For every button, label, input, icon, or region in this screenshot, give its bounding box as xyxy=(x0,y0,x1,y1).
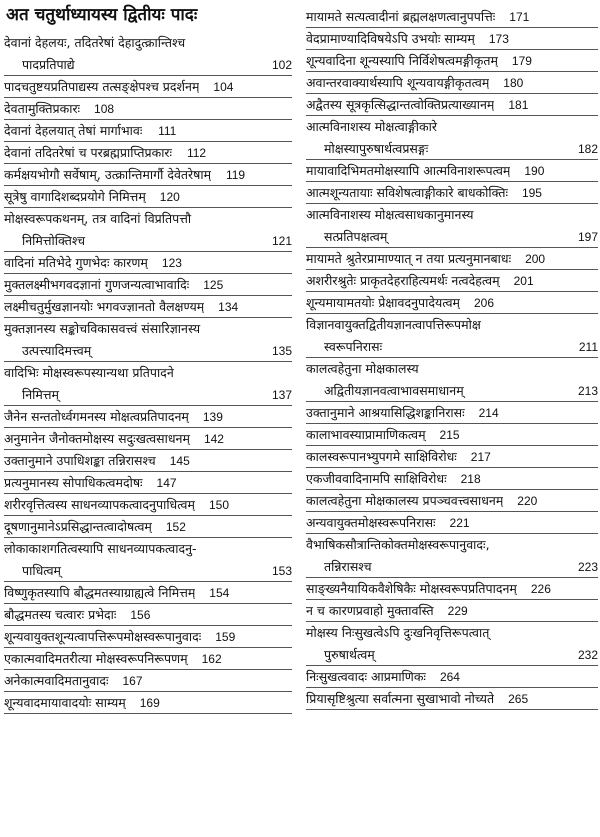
page-number: 229 xyxy=(447,604,468,618)
index-entry xyxy=(306,402,598,424)
entry-title: मुक्तलक्ष्मीभगवदज्ञानां गुणजन्यत्वाभावादिः xyxy=(4,277,190,292)
entry-line xyxy=(4,604,150,626)
entry-line xyxy=(4,406,223,428)
index-entry xyxy=(306,204,598,248)
index-entry xyxy=(4,648,292,670)
index-entry xyxy=(4,428,292,450)
entry-line xyxy=(4,384,292,406)
entry-line xyxy=(4,230,292,252)
entry-title: मायावादिभिमतमोक्षस्यापि आत्मविनाशरूपत्वम् xyxy=(306,163,511,178)
entry-title: मोक्षस्यापुरुषार्थत्वप्रसङ्गः xyxy=(324,141,429,156)
left-column xyxy=(4,32,292,714)
page-number: 112 xyxy=(186,146,207,160)
entry-title: लक्ष्मीचतुर्मुखज्ञानयोः भगवज्ज्ञानतो वैलक्षण्यम् xyxy=(4,299,205,314)
entry-line xyxy=(4,362,292,384)
entry-line xyxy=(306,72,523,94)
entry-line xyxy=(306,490,537,512)
page-number: 201 xyxy=(513,274,534,288)
entry-title: कालत्वहेतुना मोक्षकालस्य प्रपञ्चवत्त्वसाधनम् xyxy=(306,493,504,508)
entry-line xyxy=(4,186,180,208)
index-entry xyxy=(4,76,292,98)
entry-line xyxy=(4,274,223,296)
page-number: 197 xyxy=(577,230,598,244)
page-number: 162 xyxy=(201,652,222,666)
page-number: 137 xyxy=(271,388,292,402)
page-number: 147 xyxy=(156,476,177,490)
entry-line xyxy=(306,314,598,336)
entry-line xyxy=(306,424,460,446)
index-entry xyxy=(4,406,292,428)
entry-title: तन्निरासश्च xyxy=(324,559,372,574)
page-number: 156 xyxy=(130,608,151,622)
page-number: 213 xyxy=(577,384,598,398)
page-number-spacer xyxy=(564,116,598,138)
page-number: 265 xyxy=(508,692,529,706)
entry-title: कालाभावस्याप्रामाणिकत्वम् xyxy=(306,427,426,442)
entry-title: अद्वितीयज्ञानवत्वाभावसमाधानम् xyxy=(324,383,464,398)
entry-title: जैनेन सन्ततोर्ध्वगमनस्य मोक्षत्वप्रतिपादनम् xyxy=(4,409,189,424)
page-number: 180 xyxy=(503,76,524,90)
page-number: 169 xyxy=(139,696,160,710)
index-entry xyxy=(4,296,292,318)
index-entry xyxy=(306,116,598,160)
page-number-spacer xyxy=(258,318,292,340)
page-number: 145 xyxy=(169,454,190,468)
entry-line xyxy=(4,516,186,538)
entry-line xyxy=(4,252,182,274)
entry-line xyxy=(306,138,598,160)
page-number: 221 xyxy=(449,516,470,530)
index-entry xyxy=(4,318,292,362)
entry-line xyxy=(4,582,229,604)
entry-line xyxy=(4,164,245,186)
entry-line xyxy=(4,538,292,560)
entry-title: पाधित्वम् xyxy=(22,563,62,578)
entry-line xyxy=(306,248,545,270)
page-number-spacer xyxy=(258,538,292,560)
page-number: 218 xyxy=(460,472,481,486)
entry-title: अवान्तरवाक्यार्थस्यापि शून्यवायङ्गीकृतत्वम् xyxy=(306,75,490,90)
entry-title: बौद्धमतस्य चत्वारः प्रभेदाः xyxy=(4,607,117,622)
entry-line xyxy=(4,318,292,340)
index-entry xyxy=(306,182,598,204)
entry-title: उक्तानुमाने आश्रयासिद्धिशङ्कानिरासः xyxy=(306,405,465,420)
entry-line xyxy=(306,600,468,622)
index-entry xyxy=(306,512,598,534)
page-number: 211 xyxy=(578,340,598,354)
entry-title: पादचतुष्टयप्रतिपाद्यस्य तत्सङ्क्षेपश्च प्रदर्शनम् xyxy=(4,79,200,94)
entry-title: प्रियासृष्टिश्रुत्या सर्वात्मना सुखाभावो नोच्यते xyxy=(306,691,495,706)
index-entry xyxy=(306,578,598,600)
index-entry xyxy=(306,600,598,622)
entry-title: पादप्रतिपाद्ये xyxy=(22,57,75,72)
page-number: 167 xyxy=(122,674,143,688)
page-number: 190 xyxy=(524,164,545,178)
entry-line xyxy=(4,142,206,164)
page-number: 195 xyxy=(521,186,542,200)
index-entry xyxy=(4,362,292,406)
entry-line xyxy=(306,380,598,402)
entry-line xyxy=(306,226,598,248)
page-number: 264 xyxy=(439,670,460,684)
entry-title: विज्ञानवायुक्तद्वितीयज्ञानत्वापत्तिरूपमोक्ष xyxy=(306,317,481,332)
page-number-spacer xyxy=(564,314,598,336)
page-number: 200 xyxy=(525,252,546,266)
entry-line xyxy=(306,182,542,204)
page-number: 139 xyxy=(202,410,223,424)
index-entry xyxy=(4,516,292,538)
entry-line xyxy=(306,116,598,138)
entry-line xyxy=(4,494,229,516)
page-number: 226 xyxy=(530,582,551,596)
entry-line xyxy=(306,336,598,358)
entry-title: वेदप्रामाण्यादिविषयेऽपि उभयोः साम्यम् xyxy=(306,31,475,46)
index-entry xyxy=(4,692,292,714)
page-number-spacer xyxy=(258,208,292,230)
page-number: 152 xyxy=(165,520,186,534)
entry-title: सूत्रेषु वागादिशब्दप्रयोगे निमित्तम् xyxy=(4,189,146,204)
index-entry xyxy=(306,314,598,358)
entry-title: देवानां देहलयात् तेषां मार्गाभावः xyxy=(4,123,143,138)
entry-title: कालत्वहेतुना मोक्षकालस्य xyxy=(306,361,419,376)
page-number: 181 xyxy=(508,98,529,112)
page-number-spacer xyxy=(258,32,292,54)
entry-line xyxy=(306,28,509,50)
entry-title: विष्णुकृतस्यापि बौद्धमतस्याग्राह्यत्वे निमित्तम् xyxy=(4,585,196,600)
index-entry xyxy=(4,252,292,274)
page-number: 150 xyxy=(208,498,229,512)
page-number: 206 xyxy=(474,296,495,310)
entry-line xyxy=(306,556,598,578)
entry-line xyxy=(4,670,143,692)
entry-title: निमित्तोक्तिश्च xyxy=(22,233,86,248)
entry-title: आत्मशून्यतायाः सविशेषत्वाङ्गीकारे बाधकोक्तिः xyxy=(306,185,508,200)
entry-line xyxy=(4,692,160,714)
index-entry xyxy=(4,208,292,252)
section-heading: अत चतुर्थाध्यायस्य द्वितीयः पादः xyxy=(6,5,198,25)
index-entry xyxy=(306,28,598,50)
entry-title: मायामते श्रुतेरप्रामाण्यात् न तया प्रत्यनुमानबाधः xyxy=(306,251,512,266)
entry-line xyxy=(4,98,114,120)
page-number: 214 xyxy=(478,406,499,420)
page-number: 134 xyxy=(218,300,239,314)
page-number: 102 xyxy=(271,58,292,72)
page-number: 121 xyxy=(271,234,292,248)
page-number-spacer xyxy=(564,622,598,644)
index-entry xyxy=(306,490,598,512)
page-number: 153 xyxy=(271,564,292,578)
page-number-spacer xyxy=(564,534,598,556)
entry-title: साङ्ख्यनैयायिकवैशेषिकैः मोक्षस्वरूपप्रतिपादनम् xyxy=(306,581,517,596)
page-number: 111 xyxy=(158,124,177,138)
page-number: 217 xyxy=(470,450,491,464)
page-number-spacer xyxy=(258,362,292,384)
entry-line xyxy=(306,402,499,424)
index-entry xyxy=(306,688,598,710)
entry-line xyxy=(4,340,292,362)
page-number: 182 xyxy=(577,142,598,156)
page-number: 179 xyxy=(511,54,532,68)
entry-title: अनेकात्मवादिमतानुवादः xyxy=(4,673,109,688)
index-entry xyxy=(306,94,598,116)
entry-line xyxy=(306,50,532,72)
entry-line xyxy=(306,666,460,688)
index-entry xyxy=(4,450,292,472)
entry-title: दूषणानुमानेऽप्रसिद्धान्तत्वादोषत्वम् xyxy=(4,519,152,534)
page-number: 119 xyxy=(225,168,246,182)
entry-title: शून्यवादिना शून्यस्यापि निर्विशेषत्वमङ्गीकृतम् xyxy=(306,53,498,68)
page-number: 108 xyxy=(94,102,115,116)
entry-title: अन्यवायुक्तमोक्षस्वरूपनिरासः xyxy=(306,515,436,530)
page-number-spacer xyxy=(564,204,598,226)
entry-title: निःसुखत्ववादः आप्रमाणिकः xyxy=(306,669,426,684)
page-number: 223 xyxy=(577,560,598,574)
index-entry xyxy=(4,670,292,692)
entry-title: लोकाकाशगतित्वस्यापि साधनव्यापकत्वादनु- xyxy=(4,541,197,556)
page-number: 220 xyxy=(517,494,538,508)
entry-line xyxy=(306,622,598,644)
index-entry xyxy=(4,142,292,164)
entry-line xyxy=(4,296,238,318)
page-number: 171 xyxy=(509,10,530,24)
entry-title: सत्प्रतिपक्षत्वम् xyxy=(324,229,388,244)
entry-title: वैभाषिकसौत्रान्तिकोक्तमोक्षस्वरूपानुवादः, xyxy=(306,537,490,552)
index-entry xyxy=(306,50,598,72)
entry-line xyxy=(306,534,598,556)
entry-title: आत्मविनाशस्य मोक्षत्वसाधकानुमानस्य xyxy=(306,207,474,222)
index-entry xyxy=(306,160,598,182)
entry-title: वादिभिः मोक्षस्वरूपस्यान्यथा प्रतिपादने xyxy=(4,365,174,380)
entry-title: कालस्वरूपानभ्युपगमे साक्षिविरोधः xyxy=(306,449,457,464)
entry-line xyxy=(306,292,494,314)
index-entry xyxy=(4,120,292,142)
index-entry xyxy=(4,472,292,494)
entry-line xyxy=(306,204,598,226)
page-number: 215 xyxy=(439,428,460,442)
entry-line xyxy=(4,450,190,472)
entry-line xyxy=(4,32,292,54)
entry-line xyxy=(4,648,222,670)
entry-title: देवतामुक्तिप्रकारः xyxy=(4,101,81,116)
page-number: 120 xyxy=(159,190,180,204)
entry-line xyxy=(4,54,292,76)
index-entry xyxy=(306,72,598,94)
entry-title: अद्वैतस्य सूत्रकृत्सिद्धान्तत्वोक्तिप्रत्याख्यानम् xyxy=(306,97,495,112)
entry-line xyxy=(4,472,177,494)
index-entry xyxy=(306,424,598,446)
index-entry xyxy=(4,32,292,76)
entry-title: न च कारणप्रवाहो मुक्तावस्ति xyxy=(306,603,434,618)
entry-title: मुक्तज्ञानस्य सङ्कोचविकासवत्त्वं संसारिज्ञानस्य xyxy=(4,321,201,336)
index-entry xyxy=(306,358,598,402)
entry-title: वादिनां मतिभेदे गुणभेदः कारणम् xyxy=(4,255,148,270)
index-entry xyxy=(306,6,598,28)
entry-title: मोक्षस्य निःसुखत्वेऽपि दुःखनिवृत्तिरूपत्वात् xyxy=(306,625,490,640)
entry-line xyxy=(306,446,491,468)
index-entry xyxy=(4,538,292,582)
index-entry xyxy=(4,186,292,208)
entry-line xyxy=(306,512,470,534)
entry-title: एकात्मवादिमतरीत्या मोक्षस्वरूपनिरूपणम् xyxy=(4,651,188,666)
entry-title: आत्मविनाशस्य मोक्षत्वाङ्गीकारे xyxy=(306,119,437,134)
entry-line xyxy=(306,688,528,710)
entry-line xyxy=(4,626,235,648)
index-entry xyxy=(306,622,598,666)
entry-line xyxy=(4,208,292,230)
index-entry xyxy=(4,164,292,186)
index-entry xyxy=(306,270,598,292)
index-entry xyxy=(4,494,292,516)
index-entry xyxy=(306,292,598,314)
entry-line xyxy=(4,428,224,450)
page-number: 135 xyxy=(271,344,292,358)
index-entry xyxy=(4,98,292,120)
entry-line xyxy=(306,578,551,600)
index-entry xyxy=(306,468,598,490)
index-entry xyxy=(4,274,292,296)
page-number: 159 xyxy=(215,630,236,644)
page-number: 104 xyxy=(213,80,234,94)
entry-title: स्वरूपनिरासः xyxy=(324,339,383,354)
index-entry xyxy=(4,626,292,648)
entry-title: अशरीरश्रुतेः प्राकृतदेहराहित्यमर्थः नत्वदेहत्वम् xyxy=(306,273,500,288)
entry-line xyxy=(306,160,544,182)
entry-title: पुरुषार्थत्वम् xyxy=(324,647,375,662)
entry-title: शून्यवायुक्तशून्यत्वापत्तिरूपमोक्षस्वरूपानुवादः xyxy=(4,629,202,644)
entry-line xyxy=(306,358,598,380)
entry-title: प्रत्यनुमानस्य सोपाधिकत्वमदोषः xyxy=(4,475,143,490)
entry-line xyxy=(306,468,481,490)
entry-title: एकजीववादिनामपि साक्षिविरोधः xyxy=(306,471,447,486)
entry-title: अनुमानेन जैनोक्तमोक्षस्य सदुःखत्वसाधनम् xyxy=(4,431,190,446)
page-number: 173 xyxy=(488,32,509,46)
entry-line xyxy=(306,270,534,292)
entry-title: शून्यमायामतयोः प्रेक्षावदनुपादेयत्वम् xyxy=(306,295,461,310)
index-entry xyxy=(306,666,598,688)
index-entry xyxy=(4,582,292,604)
page-number: 154 xyxy=(209,586,230,600)
page-number: 142 xyxy=(203,432,224,446)
entry-title: मोक्षस्वरूपकथनम्, तत्र वादिनां विप्रतिपत्तौ xyxy=(4,211,192,226)
entry-title: शरीरवृत्तित्वस्य साधनव्यापकत्वादनुपाधित्वम् xyxy=(4,497,195,512)
entry-title: उत्पत्त्यादिमत्त्वम् xyxy=(22,343,92,358)
right-column xyxy=(306,6,598,710)
entry-line xyxy=(306,6,529,28)
index-entry xyxy=(306,248,598,270)
page-number-spacer xyxy=(564,358,598,380)
entry-line xyxy=(4,76,233,98)
entry-title: देवानां देहलयः, तदितरेषां देहादुत्क्रान्तिश्च xyxy=(4,35,186,50)
page-number: 125 xyxy=(203,278,224,292)
entry-title: देवानां तदितरेषां च परब्रह्मप्राप्तिप्रकारः xyxy=(4,145,173,160)
page-number: 123 xyxy=(161,256,182,270)
entry-title: उक्तानुमाने उपाधिशङ्का तन्निरासश्च xyxy=(4,453,156,468)
entry-line xyxy=(4,120,176,142)
index-entry xyxy=(4,604,292,626)
entry-line xyxy=(306,94,528,116)
entry-title: कर्मक्षयभोगौ सर्वेषाम्, उत्क्रान्तिमार्गौ देवेतरेषाम् xyxy=(4,167,212,182)
index-entry xyxy=(306,534,598,578)
entry-title: मायामते सत्यत्वादीनां ब्रह्मलक्षणत्वानुपपत्तिः xyxy=(306,9,496,24)
index-entry xyxy=(306,446,598,468)
page-number: 232 xyxy=(577,648,598,662)
entry-line xyxy=(4,560,292,582)
entry-line xyxy=(306,644,598,666)
entry-title: निमित्तम् xyxy=(22,387,60,402)
entry-title: शून्यवादमायावादयोः साम्यम् xyxy=(4,695,126,710)
